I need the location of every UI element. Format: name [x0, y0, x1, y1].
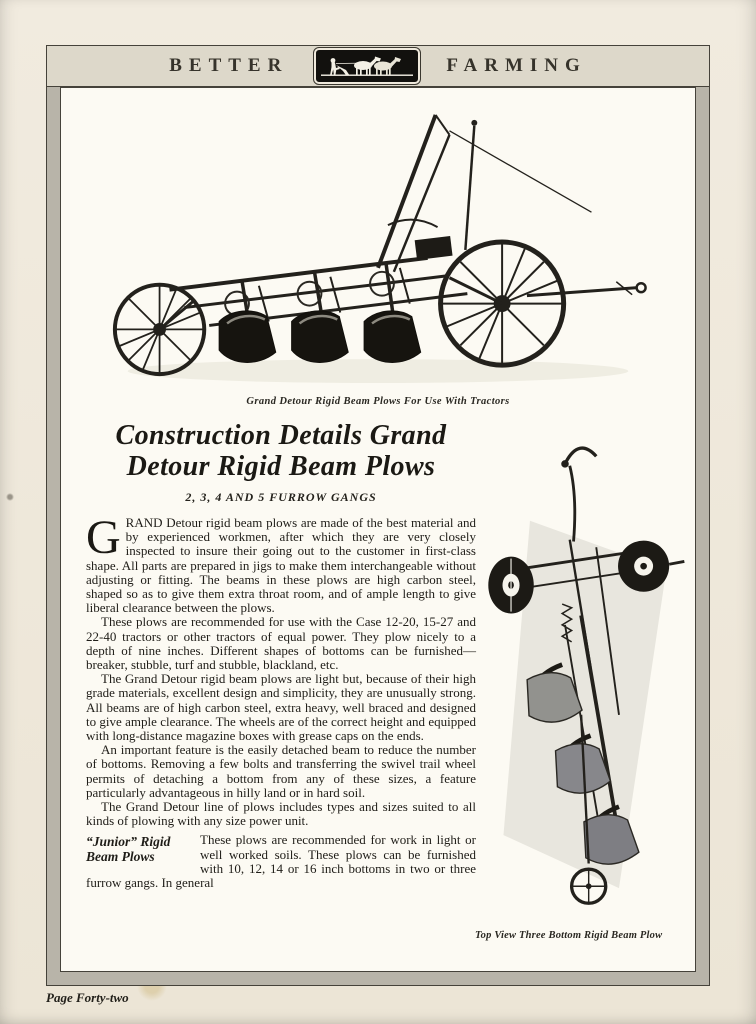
header-word-farming: FARMING [446, 55, 587, 76]
title-line-1: Construction Details Grand [115, 420, 447, 451]
paragraph-1 [86, 511, 476, 616]
paragraph-2: These plows are recommended for use with the Case 12-20, 15-27 and 22-40 tractors or other tractors of equal power. They plow nicely to a depth of nine inches. Different shapes of bottoms can be furnished—breaker, stubble, turf and stubble, blackland, etc. [86, 614, 476, 673]
article-subtitle: 2, 3, 4 AND 5 FURROW GANGS [185, 490, 377, 504]
article-column [86, 420, 476, 890]
page-header [47, 46, 709, 87]
main-plow-illustration [100, 100, 656, 392]
side-illustration-caption: Top View Three Bottom Rigid Beam Plow [475, 930, 663, 941]
paragraph-3: The Grand Detour rigid beam plows are light but, because of their high grade materials, excellent design and simplicity, they are unusually strong. All beams are of high carbon steel, extra heavy, well braced and designed to give ample clearance. The wheels are of the correct height and equipped with long-distance magazine boxes with grease caps on the ends. [86, 671, 476, 744]
three-bottom-plow-top-view-art [475, 426, 691, 926]
paragraph-5: The Grand Detour line of plows includes types and sizes suited to all kinds of plowing with any size power unit. [86, 799, 476, 829]
top-view-illustration [475, 426, 691, 941]
plowman-logo-art [319, 52, 415, 80]
junior-heading-line-2: Beam Plows [86, 849, 155, 865]
junior-heading [86, 833, 200, 864]
page-content [60, 87, 696, 972]
paragraph-1-text: RAND Detour rigid beam plows are made of the best material and by experienced workmen, after which they are very closely inspected to insure their going out to the customer in first-class shape. All parts are prepared in jigs to make them interchangeable without adjusting or fitting. The beams in these plows are high carbon steel, shaped so as to give them extra throat room, and of ample length to give liberal clearance between the plows. [86, 515, 476, 616]
plowman-horses-logo-icon [314, 48, 420, 84]
gang-plow-side-view-art [100, 100, 656, 392]
drop-cap: G [86, 511, 121, 564]
article-title [86, 420, 476, 482]
junior-heading-line-1: “Junior” Rigid [86, 834, 171, 850]
junior-section [86, 833, 476, 890]
page-frame [46, 45, 710, 986]
paragraph-4: An important feature is the easily detached beam to reduce the number of bottoms. Removing a few bolts and transferring the swivel trail wheel permits of detaching a bottom from any of these sizes, a feature particularly advantageous in hilly land or in hard soil. [86, 742, 476, 800]
article-body [86, 511, 476, 891]
page-number: Page Forty-two [46, 990, 129, 1005]
header-word-better: BETTER [169, 55, 289, 76]
junior-text: These plows are recommended for work in light or well worked soils. These plows can be furnished with 10, 12, 14 or 16 inch bottoms in two or three furrow gangs. In general [86, 832, 476, 891]
main-illustration-caption: Grand Detour Rigid Beam Plows For Use With Tractors [246, 396, 510, 407]
title-line-2: Detour Rigid Beam Plows [126, 451, 436, 482]
